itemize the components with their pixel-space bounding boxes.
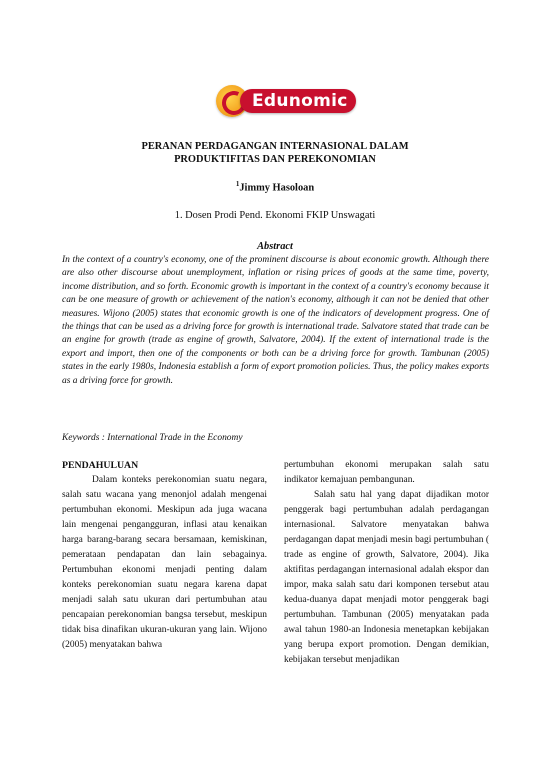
- abstract-heading: Abstract: [257, 241, 293, 252]
- author-superscript: 1: [235, 180, 240, 188]
- body-column-left: [62, 458, 267, 653]
- author-line: [60, 180, 490, 193]
- paper-title-line-1: PERANAN PERDAGANGAN INTERNASIONAL DALAM: [141, 141, 409, 152]
- paper-title-line-2: PRODUKTIFITAS DAN PEREKONOMIAN: [174, 154, 376, 165]
- keywords: Keywords : International Trade in the Economy: [62, 433, 243, 443]
- author-name: Jimmy Hasoloan: [239, 182, 315, 194]
- body-paragraph-continued: pertumbuhan ekonomi merupakan salah satu indikator kemajuan pembangunan.: [284, 460, 489, 485]
- body-paragraph: Salah satu hal yang dapat dijadikan motor penggerak bagi pertumbuhan adalah perdagangan internasional. Salvatore menyatakan bahwa perdagangan dapat menjadi mesin bagi pertumbuhan ( trade as engine of growth, Salvatore, 2004). Jika aktifitas perdagangan internasional adalah ekspor dan impor, maka salah satu dari komponen tersebut atau kedua-duanya dapat menjadi motor penggerak bagi pertumbuhan. Tambunan (2005) menyatakan pada awal tahun 1980-an Indonesia menetapkan kebijakan yang berupa export promotion. Dengan demikian, kebijakan tersebut menjadikan: [284, 490, 489, 665]
- body-paragraph: Dalam konteks perekonomian suatu negara, salah satu wacana yang menonjol adalah mengenai pertumbuhan ekonomi. Meskipun ada juga wacana lain mengenai pengangguran, inflasi atau kenaikan harga barang-barang secara bersamaan, kemiskinan, pemerataan pendapatan dan lain sebagainya. Pertumbuhan ekonomi menjadi penting dalam konteks perekonomian suatu negara karena dapat menjadi salah satu ukuran dari pertumbuhan atau pencapaian perekonomian bangsa tersebut, meskipun tidak bisa dinafikan ukuran-ukuran yang lain. Wijono (2005) menyatakan bahwa: [62, 475, 267, 650]
- logo-wordmark: Edunomic: [240, 89, 356, 113]
- paper-title: [60, 140, 490, 166]
- body-column-right: [284, 458, 489, 668]
- abstract-text: In the context of a country's economy, one of the prominent discourse is about economic growth. Although there are also other discourse about unemployment, inflation or rising prices of goods at the same time, poverty, income distribution, and so forth. Economic growth is important in the context of a country's economy because it can be one measure of growth or achievement of the nation's economy, although it can not be denied that other measures. Wijono (2005) states that economic growth is one of the indicators of development progress. One of the things that can be used as a driving force for growth is international trade. Salvatore stated that trade can be an engine for growth (trade as engine of growth, Salvatore, 2004). If the extent of international trade is the export and import, then one of the components or both can be a driving force for growth. Tambunan (2005) states in the early 1980s, Indonesia establish a form of export promotion policies. Thus, the policy makes exports as a driving force for growth.: [62, 255, 489, 386]
- section-heading: PENDAHULUAN: [62, 460, 139, 471]
- edunomic-logo: [216, 84, 348, 120]
- affiliation: 1. Dosen Prodi Pend. Ekonomi FKIP Unswagati: [174, 210, 376, 221]
